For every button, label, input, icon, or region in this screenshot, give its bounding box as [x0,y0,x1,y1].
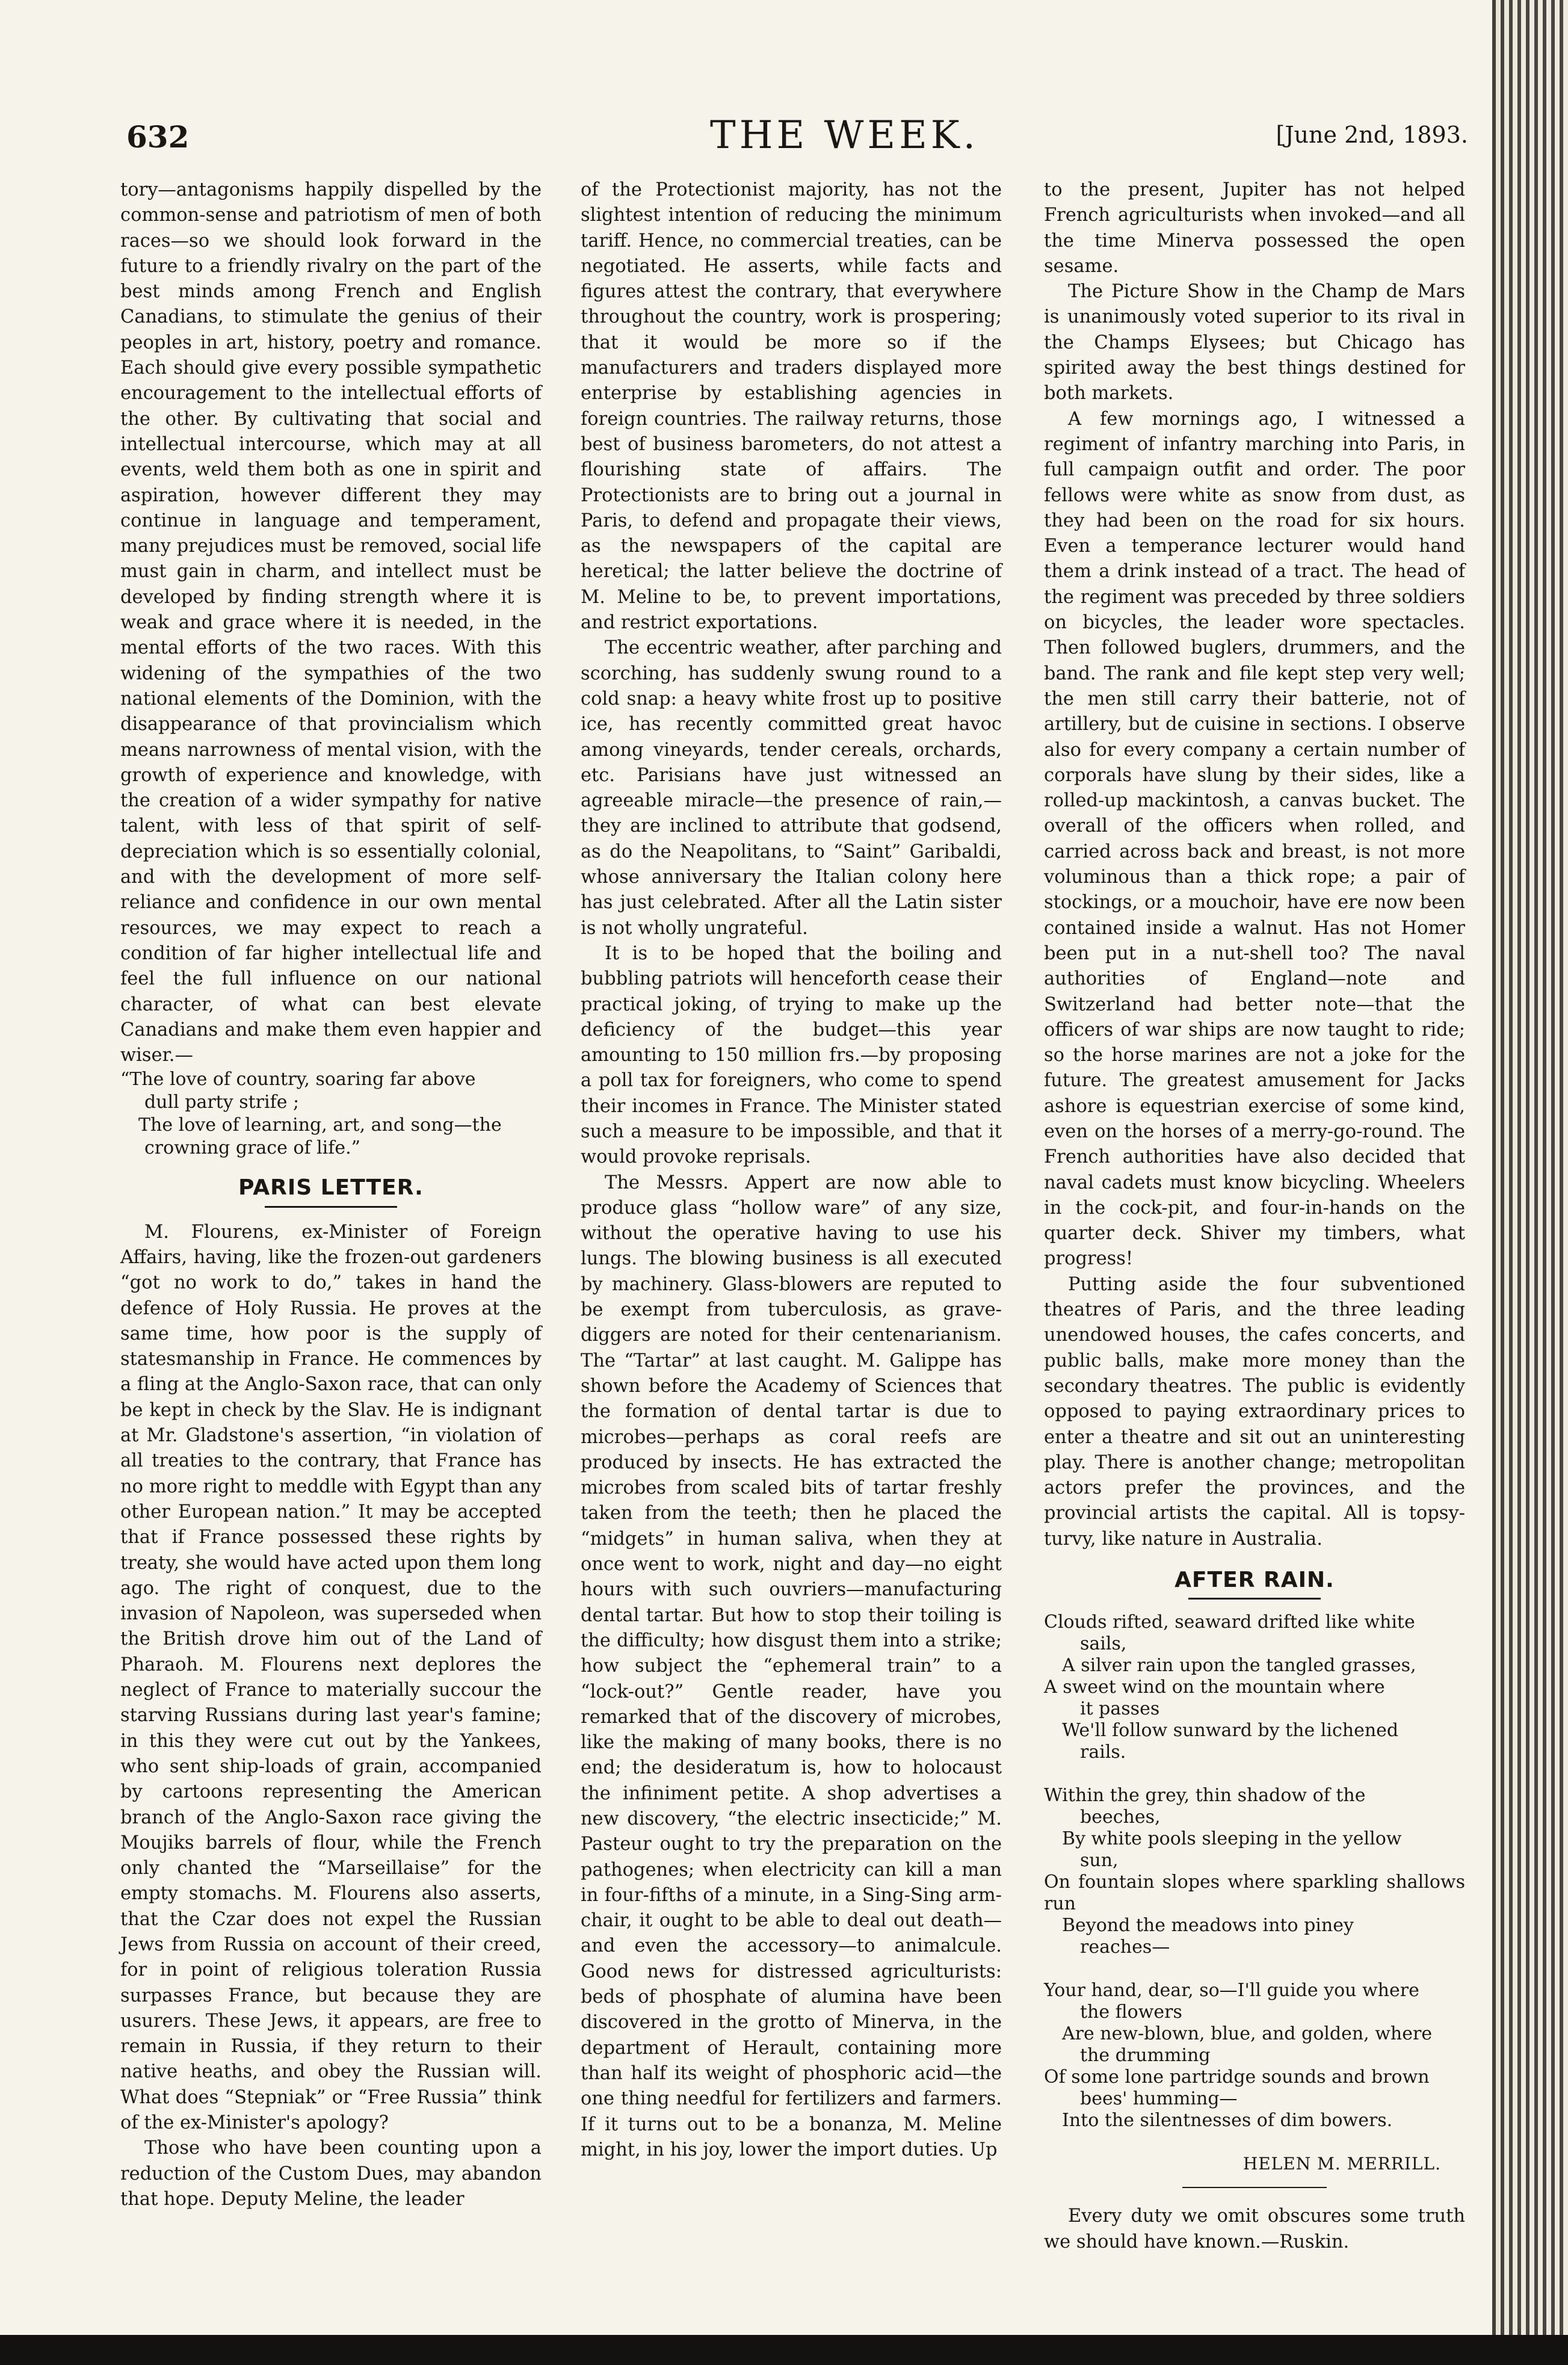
column-2 [581,178,1002,2163]
poem-line: Beyond the meadows into piney [1062,1915,1354,1937]
poem-line: beeches, [1080,1807,1161,1828]
poem-author: HELEN M. MERRILL. [1242,2154,1441,2174]
heading-rule [265,1206,397,1208]
poem-line: sun, [1080,1850,1119,1872]
poem-after-rain [1044,1612,1465,2175]
poem-line: By white pools sleeping in the yellow [1062,1828,1402,1850]
essay-conclusion-paragraph: tory—antagonisms happily dispelled by the common-sense and patriotism of men of both races—so we should look forward in the future to a friendly rivalry on the part of the best minds among French and English Canadians, to stimulate the genius of their peoples in art, history, poetry and romance. Each should give every possible sympathetic encouragement to the intellectual efforts of the other. By cultivating that social and intellectual intercourse, which may at all events, weld them both as one in spirit and aspiration, however different they may continue in language and temperament, many prejudices must be removed, social life must gain in charm, and intellect must be developed by finding strength where it is weak and grace where it is needed, in the mental efforts of the two races. With this widening of the sympathies of the two national elements of the Dominion, with the disappearance of that provincialism which means narrowness of mental vision, with the growth of experience and knowledge, with the creation of a wider sympathy for native talent, with less of that spirit of self-depreciation which is so essentially colonial, and with the development of more self-reliance and confidence in our own mental resources, we may expect to reach a condition of far higher intellectual life and feel the full influence on our national character, of what can best elevate Canadians and make them even happier and wiser.— [120,179,542,1066]
article-paragraph: Those who have been counting upon a reduction of the Custom Dues, may abandon that hope. Deputy Meline, the leader [120,2138,542,2210]
article-paragraph: It is to be hoped that the boiling and bubbling patriots will henceforth cease their practical joking, of trying to make up the deficiency of the budget—this year amounting to 150 million frs.—by proposing a poll tax for foreigners, who come to spend their incomes in France. The Minister stated such a measure to be impossible, and that it would provoke reprisals. [581,942,1002,1168]
poem-line: A silver rain upon the tangled grasses, [1062,1655,1416,1677]
journal-title: THE WEEK. [710,113,979,158]
poem-line: Your hand, dear, so—I'll guide you where [1044,1980,1419,2002]
article-paragraph: to the present, Jupiter has not helped French agriculturists when invoked—and all the time Minerva possessed the open sesame. [1044,179,1465,277]
poem-stanza [1044,1980,1465,2132]
poem-line: sails, [1080,1633,1127,1655]
section-heading-paris-letter [120,1175,542,1207]
poem-stanza [1044,1785,1465,1958]
article-paragraph: of the Protectionist majority, has not the slightest intention of reducing the minimum tariff. Hence, no commercial treaties, can be negotiated. He asserts, while facts and figures attest the contrary, that everywhere throughout the country, work is prospering; that it would be more so if the manufacturers and traders displayed more enterprise by establishing agencies in foreign countries. The railway returns, those best of business barometers, do not attest a flourishing state of affairs. The Protectionists are to bring out a journal in Paris, to defend and propagate their views, as the newspapers of the capital are heretical; the latter believe the doctrine of M. Meline to be, to prevent importations, and restrict exportations. [581,179,1002,634]
heading-text: AFTER RAIN. [1174,1568,1335,1593]
issue-date: [June 2nd, 1893. [1276,122,1468,148]
page-header [120,113,1492,161]
poem-line: reaches— [1080,1937,1170,1958]
poem-line: rails. [1080,1742,1126,1763]
heading-text: PARIS LETTER. [238,1175,424,1201]
poem-line: A sweet wind on the mountain where [1044,1677,1385,1698]
poem-quotation [120,1068,542,1160]
scan-bottom-border [0,2335,1568,2365]
poem-line: On fountain slopes where sparkling shallows run [1044,1872,1465,1915]
poem-line: Of some lone partridge sounds and brown [1044,2067,1430,2088]
poem-line: the flowers [1080,2002,1182,2023]
quote-line: “The love of country, soaring far above [120,1069,476,1090]
column-1 [120,178,542,2212]
poem-line: We'll follow sunward by the lichened [1062,1720,1399,1742]
closing-quotation: Every duty we omit obscures some truth we should have known.—Ruskin. [1044,2206,1465,2252]
poem-title [1044,1568,1465,1600]
poem-line: it passes [1080,1698,1160,1720]
article-paragraph: A few mornings ago, I witnessed a regiment of infantry marching into Paris, in full campaign outfit and order. The poor fellows were white as snow from dust, as they had been on the road for six hours. Even a temperance lecturer would hand them a drink instead of a tract. The head of the regiment was preceded by three soldiers on bicycles, the leader wore spectacles. Then followed buglers, drummers, and the band. The rank and file kept step very well; the men still carry their batterie, not of artillery, but de cuisine in sections. I observe also for every company a certain number of corporals have slung by their sides, like a rolled-up mackintosh, a canvas bucket. The overall of the officers when rolled, and carried across back and breast, is not more voluminous than a thick rope; a pair of stockings, or a mouchoir, have ere now been contained inside a walnut. Has not Homer been put in a nut-shell too? The naval authorities of England—note and Switzerland had better note—that the officers of war ships are now taught to ride; so the horse marines are not a joke for the future. The greatest amusement for Jacks ashore is equestrian exercise of some kind, even on the horses of a merry-go-round. The French authorities have also decided that naval cadets must know bicycling. Wheelers in the cock-pit, and four-in-hands on the quarter deck. Shiver my timbers, what progress! [1044,408,1465,1270]
quote-line: crowning grace of life.” [144,1137,361,1159]
poem-line: Into the silentnesses of dim bowers. [1062,2110,1393,2132]
article-paragraph: The Messrs. Appert are now able to produce glass “hollow ware” of any size, without the operative having to use his lungs. The blowing business is all executed by machinery. Glass-blowers are reputed to be exempt from tuberculosis, as grave-diggers are noted for their centenarianism. The “Tartar” at last caught. M. Galippe has shown before the Academy of Sciences that the formation of dental tartar is due to microbes—perhaps as coral reefs are produced by insects. He has extracted the microbes from scaled bits of tartar freshly taken from the teeth; then he placed the “midgets” in human saliva, when they at once went to work, night and day—no eight hours with such ouvriers—manufacturing dental tartar. But how to stop their toiling is the difficulty; how disgust them into a strike; how subject the “ephemeral train” to a “lock-out?” Gentle reader, have you remarked that of the discovery of microbes, like the making of many books, there is no end; the desideratum is, how to holocaust the infiniment petite. A shop advertises a new discovery, “the electric insecticide;” M. Pasteur ought to try the preparation on the pathogenes; when electricity can kill a man in four-fifths of a minute, in a Sing-Sing arm-chair, it ought to be able to deal out death—and even the accessory—to animalcule. Good news for distressed agriculturists: beds of phosphate of alumina have been discovered in the grotto of Minerva, in the department of Herault, containing more than half its weight of phosphoric acid—the one thing needful for fertilizers and farmers. If it turns out to be a bonanza, M. Meline might, in his joy, lower the import duties. Up [581,1172,1002,2160]
article-paragraph: The Picture Show in the Champ de Mars is unanimously voted superior to its rival in the Champs Elysees; but Chicago has spirited away the best things destined for both markets. [1044,281,1465,404]
article-paragraph: The eccentric weather, after parching and scorching, has suddenly swung round to a cold snap: a heavy white frost up to positive ice, has recently committed great havoc among vineyards, tender cereals, orchards, etc. Parisians have just witnessed an agreeable miracle—the presence of rain,—they are inclined to attribute that godsend, as do the Neapolitans, to “Saint” Garibaldi, whose anniversary the Italian colony here has just celebrated. After all the Latin sister is not wholly ungrateful. [581,637,1002,939]
poem-line: the drumming [1080,2045,1211,2067]
article-paragraph: M. Flourens, ex-Minister of Foreign Affairs, having, like the frozen-out gardeners “got no work to do,” takes in hand the defence of Holy Russia. He proves at the same time, how poor is the supply of statesmanship in France. He commences by a fling at the Anglo-Saxon race, that can only be kept in check by the Slav. He is indignant at Mr. Gladstone's assertion, “in violation of all treaties to the contrary, that France has no more right to meddle with Egypt than any other European nation.” It may be accepted that if France possessed these rights by treaty, she would have acted upon them long ago. The right of conquest, due to the invasion of Napoleon, was superseded when the British drove him out of the Land of Pharaoh. M. Flourens next deplores the neglect of France to materially succour the starving Russians during last year's famine; in this they were cut out by the Yankees, who sent ship-loads of grain, accompanied by cartoons representing the American branch of the Anglo-Saxon race giving the Moujiks barrels of flour, while the French only chanted the “Marseillaise” for the empty stomachs. M. Flourens also asserts, that the Czar does not expel the Russian Jews from Russia on account of their creed, for in point of religious toleration Russia surpasses France, but because they are usurers. These Jews, it appears, are free to remain in Russia, if they return to their native heaths, and obey the Russian will. What does “Stepniak” or “Free Russia” think of the ex-Minister's apology? [120,1221,542,2134]
heading-rule [1188,1598,1321,1600]
quote-line: The love of learning, art, and song—the [138,1114,502,1136]
poem-stanza [1044,1612,1465,1763]
poem-line: Within the grey, thin shadow of the [1044,1785,1366,1807]
column-3 [1044,178,1465,2255]
article-paragraph: Putting aside the four subventioned theatres of Paris, and the three leading unendowed houses, the cafes concerts, and public balls, make more money than the secondary theatres. The public is evidently opposed to paying extraordinary prices to enter a theatre and sit out an uninteresting play. There is another change; metropolitan actors prefer the provinces, and the provincial artists the capital. All is topsy-turvy, like nature in Australia. [1044,1273,1465,1550]
poem-line: Clouds rifted, seaward drifted like white [1044,1612,1415,1633]
section-divider [1182,2187,1327,2188]
adjacent-page-edge [1492,0,1568,2365]
quote-line: dull party strife ; [144,1092,300,1113]
page-number: 632 [126,119,190,155]
poem-line: Are new-blown, blue, and golden, where [1062,2023,1433,2045]
poem-line: bees' humming— [1080,2088,1238,2110]
